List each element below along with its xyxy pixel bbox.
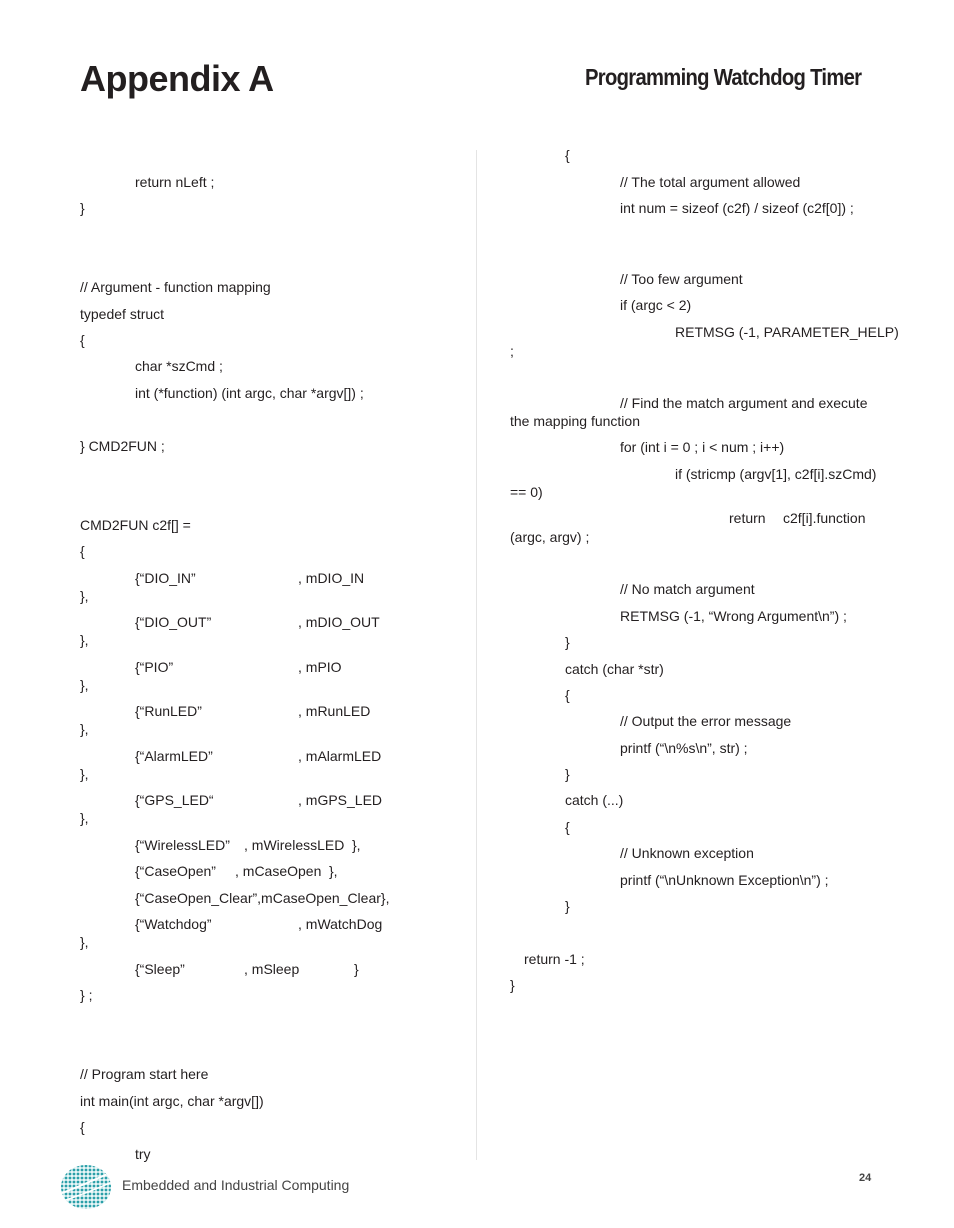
code-line: {“WirelessLED” — [135, 837, 230, 853]
code-line: for (int i = 0 ; i < num ; i++) — [620, 439, 785, 455]
code-line: { — [565, 147, 570, 163]
code-line: // Find the match argument and execute — [620, 395, 868, 411]
code-line: } — [565, 898, 570, 914]
code-line: {“AlarmLED” — [135, 748, 213, 764]
code-line: int (*function) (int argc, char *argv[]) ; — [135, 385, 364, 401]
code-line: // Too few argument — [620, 271, 743, 287]
code-line: } — [565, 634, 570, 650]
code-line: {“CaseOpen_Clear”,mCaseOpen_Clear}, — [135, 890, 390, 906]
code-line: == 0) — [510, 484, 543, 500]
code-line: ; — [510, 343, 514, 359]
code-line: }, — [80, 677, 89, 693]
code-line: char *szCmd ; — [135, 358, 223, 374]
code-line: return — [729, 510, 766, 526]
code-line: } — [354, 961, 359, 977]
footer-company-text: Embedded and Industrial Computing — [122, 1177, 350, 1193]
code-line: } — [80, 200, 85, 216]
code-line: {“DIO_OUT” — [135, 614, 212, 630]
code-line: // Unknown exception — [620, 845, 754, 861]
code-line: c2f[i].function — [783, 510, 866, 526]
code-line: {“CaseOpen” — [135, 863, 216, 879]
section-title: Programming Watchdog Timer — [585, 64, 862, 90]
code-line: }, — [80, 810, 89, 826]
code-line: }, — [80, 588, 89, 604]
code-line: {“Sleep” — [135, 961, 185, 977]
code-line: , mSleep — [244, 961, 300, 977]
code-line: }, — [80, 766, 89, 782]
code-line: // The total argument allowed — [620, 174, 801, 190]
code-line: , mWirelessLED — [244, 837, 345, 853]
code-line: , mDIO_OUT — [298, 614, 380, 630]
appendix-title: Appendix A — [80, 58, 274, 99]
code-line: }, — [352, 837, 361, 853]
code-line: , mDIO_IN — [298, 570, 365, 586]
code-line: return nLeft ; — [135, 174, 215, 190]
code-line: if (stricmp (argv[1], c2f[i].szCmd) — [675, 466, 877, 482]
code-line: }, — [80, 934, 89, 950]
code-line: {“PIO” — [135, 659, 174, 675]
code-line: int num = sizeof (c2f) / sizeof (c2f[0]) ; — [620, 200, 854, 216]
code-line: , mGPS_LED — [298, 792, 383, 808]
code-line: , mRunLED — [298, 703, 371, 719]
company-logo-icon — [60, 1164, 112, 1210]
code-line: // Argument - function mapping — [80, 279, 271, 295]
code-line: } — [565, 766, 570, 782]
code-line: int main(int argc, char *argv[]) — [80, 1093, 264, 1109]
code-line: } CMD2FUN ; — [80, 438, 165, 454]
code-line: printf (“\n%s\n”, str) ; — [620, 740, 748, 756]
code-line: CMD2FUN c2f[] = — [80, 517, 191, 533]
code-line: }, — [80, 721, 89, 737]
code-line: { — [80, 1119, 85, 1135]
code-line: {“Watchdog” — [135, 916, 212, 932]
code-line: typedef struct — [80, 306, 165, 322]
code-line: the mapping function — [510, 413, 640, 429]
code-line: , mCaseOpen — [235, 863, 322, 879]
code-line: // Program start here — [80, 1066, 209, 1082]
code-line: { — [565, 687, 570, 703]
code-line: {“GPS_LED“ — [135, 792, 214, 808]
code-line: // No match argument — [620, 581, 755, 597]
code-line: }, — [329, 863, 338, 879]
code-line: , mWatchDog — [298, 916, 383, 932]
column-divider — [476, 150, 477, 1160]
code-line: try — [135, 1146, 151, 1162]
code-line: , mAlarmLED — [298, 748, 382, 764]
code-line: if (argc < 2) — [620, 297, 692, 313]
code-line: return -1 ; — [524, 951, 585, 967]
code-line: } — [510, 977, 515, 993]
page-number: 24 — [859, 1172, 872, 1184]
code-line: RETMSG (-1, PARAMETER_HELP) — [675, 324, 899, 340]
code-line: // Output the error message — [620, 713, 792, 729]
code-line: {“DIO_IN” — [135, 570, 196, 586]
code-line: { — [80, 332, 85, 348]
code-line: {“RunLED” — [135, 703, 202, 719]
code-line: { — [80, 543, 85, 559]
code-line: , mPIO — [298, 659, 342, 675]
code-line: } ; — [80, 987, 93, 1003]
code-line: RETMSG (-1, “Wrong Argument\n”) ; — [620, 608, 847, 624]
code-line: printf (“\nUnknown Exception\n”) ; — [620, 872, 829, 888]
code-line: catch (...) — [565, 792, 624, 808]
code-line: (argc, argv) ; — [510, 529, 590, 545]
code-line: }, — [80, 632, 89, 648]
code-line: catch (char *str) — [565, 661, 664, 677]
code-line: { — [565, 819, 570, 835]
